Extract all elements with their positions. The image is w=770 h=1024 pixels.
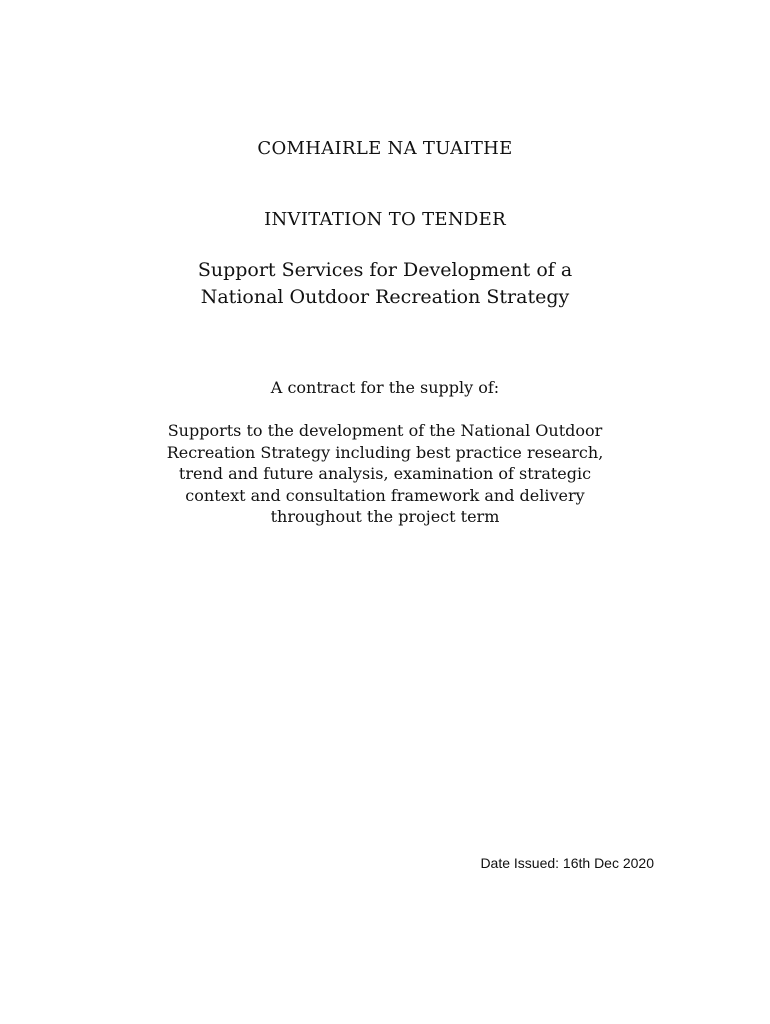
subtitle-line: National Outdoor Recreation Strategy [200,286,570,308]
description-line: Recreation Strategy including best practice research, [166,442,604,462]
date-issued: Date Issued: 16th Dec 2020 [480,855,654,871]
subtitle-line: Support Services for Development of a [197,259,573,281]
description-line: context and consultation framework and delivery [185,485,585,505]
document-heading: INVITATION TO TENDER [264,209,506,230]
contract-description [0,420,770,528]
description-line: trend and future analysis, examination of strategic [178,464,592,483]
tender-subtitle [0,257,770,311]
contract-lead: A contract for the supply of: [270,378,500,397]
description-line: throughout the project term [270,507,500,526]
organisation-name: COMHAIRLE NA TUAITHE [257,138,513,159]
description-line: Supports to the development of the National Outdoor [167,421,603,440]
